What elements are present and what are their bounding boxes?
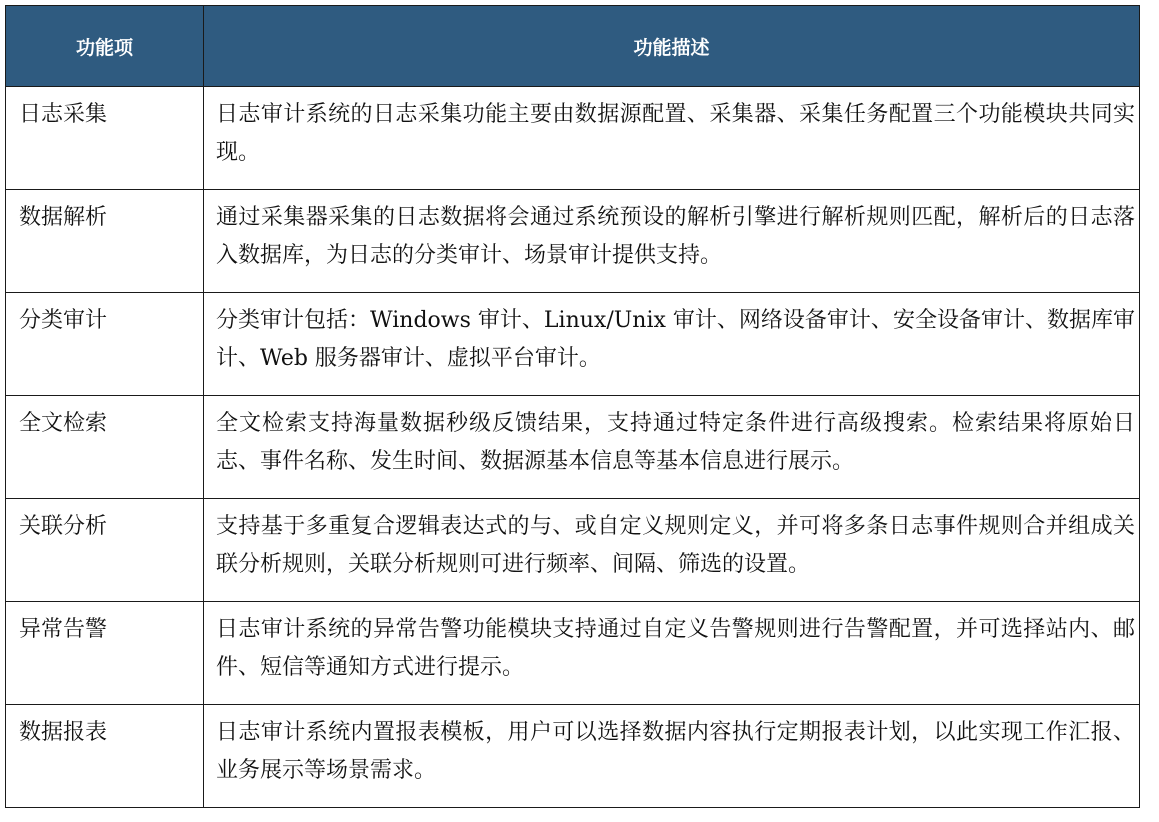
feature-description: 日志审计系统的日志采集功能主要由数据源配置、采集器、采集任务配置三个功能模块共同实现。 [204,87,1140,190]
feature-name: 关联分析 [6,499,204,602]
header-feature-description: 功能描述 [204,6,1140,87]
header-row [6,6,1140,87]
feature-description: 日志审计系统的异常告警功能模块支持通过自定义告警规则进行告警配置，并可选择站内、邮件、短信等通知方式进行提示。 [204,602,1140,705]
feature-description: 通过采集器采集的日志数据将会通过系统预设的解析引擎进行解析规则匹配，解析后的日志落入数据库，为日志的分类审计、场景审计提供支持。 [204,190,1140,293]
feature-name: 异常告警 [6,602,204,705]
feature-name: 数据解析 [6,190,204,293]
table-row [6,396,1140,499]
feature-name: 分类审计 [6,293,204,396]
feature-description: 支持基于多重复合逻辑表达式的与、或自定义规则定义，并可将多条日志事件规则合并组成关联分析规则，关联分析规则可进行频率、间隔、筛选的设置。 [204,499,1140,602]
feature-name: 全文检索 [6,396,204,499]
feature-description: 分类审计包括：Windows 审计、Linux/Unix 审计、网络设备审计、安全设备审计、数据库审计、Web 服务器审计、虚拟平台审计。 [204,293,1140,396]
feature-description: 全文检索支持海量数据秒级反馈结果，支持通过特定条件进行高级搜索。检索结果将原始日志、事件名称、发生时间、数据源基本信息等基本信息进行展示。 [204,396,1140,499]
header-feature-item: 功能项 [6,6,204,87]
table-row [6,190,1140,293]
table-row [6,705,1140,808]
feature-name: 日志采集 [6,87,204,190]
feature-table [5,5,1140,808]
feature-name: 数据报表 [6,705,204,808]
table-row [6,499,1140,602]
table-row [6,293,1140,396]
table-row [6,87,1140,190]
feature-description: 日志审计系统内置报表模板，用户可以选择数据内容执行定期报表计划，以此实现工作汇报、业务展示等场景需求。 [204,705,1140,808]
table-row [6,602,1140,705]
